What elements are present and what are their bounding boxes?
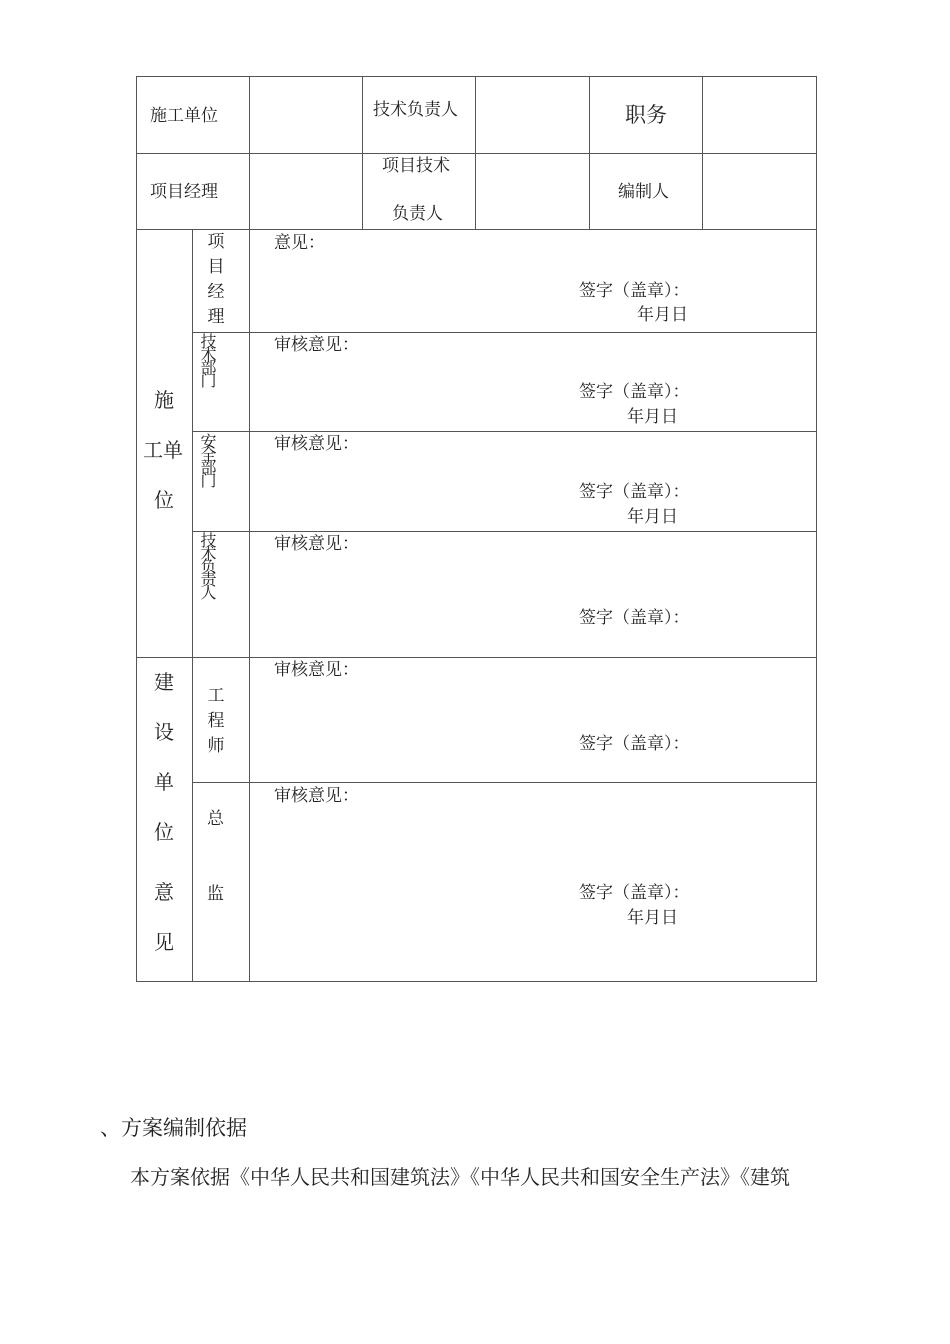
border-right	[816, 76, 817, 982]
row-divider	[136, 657, 817, 658]
position-label: 职务	[625, 103, 667, 127]
role-technical-lead: 技术负责人	[198, 532, 217, 597]
tech-lead-label: 技术负责人	[373, 100, 458, 120]
signature-label: 签字（盖章）：	[579, 608, 690, 628]
col-divider	[702, 76, 703, 229]
role-chief-supervisor-1: 总	[207, 809, 224, 829]
opinion-label: 意见：	[274, 233, 325, 253]
construction-unit-group-label-3: 位	[154, 488, 174, 512]
row-divider	[192, 332, 817, 333]
col-divider	[475, 76, 476, 229]
review-opinion-label: 审核意见：	[274, 660, 359, 680]
border-left	[136, 76, 137, 982]
role-project-manager: 项 目 经 理	[207, 232, 225, 327]
construction-unit-label: 施工单位	[150, 106, 218, 126]
section-heading: 、方案编制依据	[100, 1116, 247, 1140]
row-divider	[192, 782, 817, 783]
col-divider	[192, 229, 193, 982]
date-label: 年月日	[627, 407, 678, 427]
signature-label: 签字（盖章）：	[579, 883, 690, 903]
review-opinion-label: 审核意见：	[274, 786, 359, 806]
col-divider	[249, 76, 250, 982]
row-divider	[192, 431, 817, 432]
date-label: 年月日	[627, 908, 678, 928]
review-opinion-label: 审核意见：	[274, 534, 359, 554]
role-technical-department: 技术部门	[198, 333, 217, 385]
signature-label: 签字（盖章）：	[579, 281, 690, 301]
col-divider	[589, 76, 590, 229]
project-manager-label: 项目经理	[150, 182, 218, 202]
project-tech-lead-label-line1: 项目技术	[382, 156, 450, 176]
construction-unit-group-label-1: 施	[154, 388, 174, 412]
role-chief-supervisor-2: 监	[207, 884, 224, 904]
role-safety-department: 安全部门	[198, 433, 217, 485]
date-label: 年月日	[637, 305, 688, 325]
border-bottom	[136, 981, 817, 982]
review-opinion-label: 审核意见：	[274, 335, 359, 355]
col-divider	[362, 76, 363, 229]
row-divider	[192, 531, 817, 532]
author-label: 编制人	[618, 182, 669, 202]
signature-label: 签字（盖章）：	[579, 734, 690, 754]
border-top	[136, 76, 817, 77]
role-engineer: 工 程 师	[207, 686, 225, 756]
signature-label: 签字（盖章）：	[579, 382, 690, 402]
approval-form	[136, 76, 817, 982]
row-divider	[136, 229, 817, 230]
review-opinion-label: 审核意见：	[274, 434, 359, 454]
signature-label: 签字（盖章）：	[579, 482, 690, 502]
row-divider	[136, 153, 817, 154]
project-tech-lead-label-line2: 负责人	[392, 204, 443, 224]
owner-unit-group-label: 建 设 单 位 意 见	[154, 670, 174, 954]
date-label: 年月日	[627, 507, 678, 527]
section-body: 本方案依据《中华人民共和国建筑法》《中华人民共和国安全生产法》《建筑	[130, 1165, 790, 1189]
construction-unit-group-label-2: 工单	[143, 438, 183, 462]
